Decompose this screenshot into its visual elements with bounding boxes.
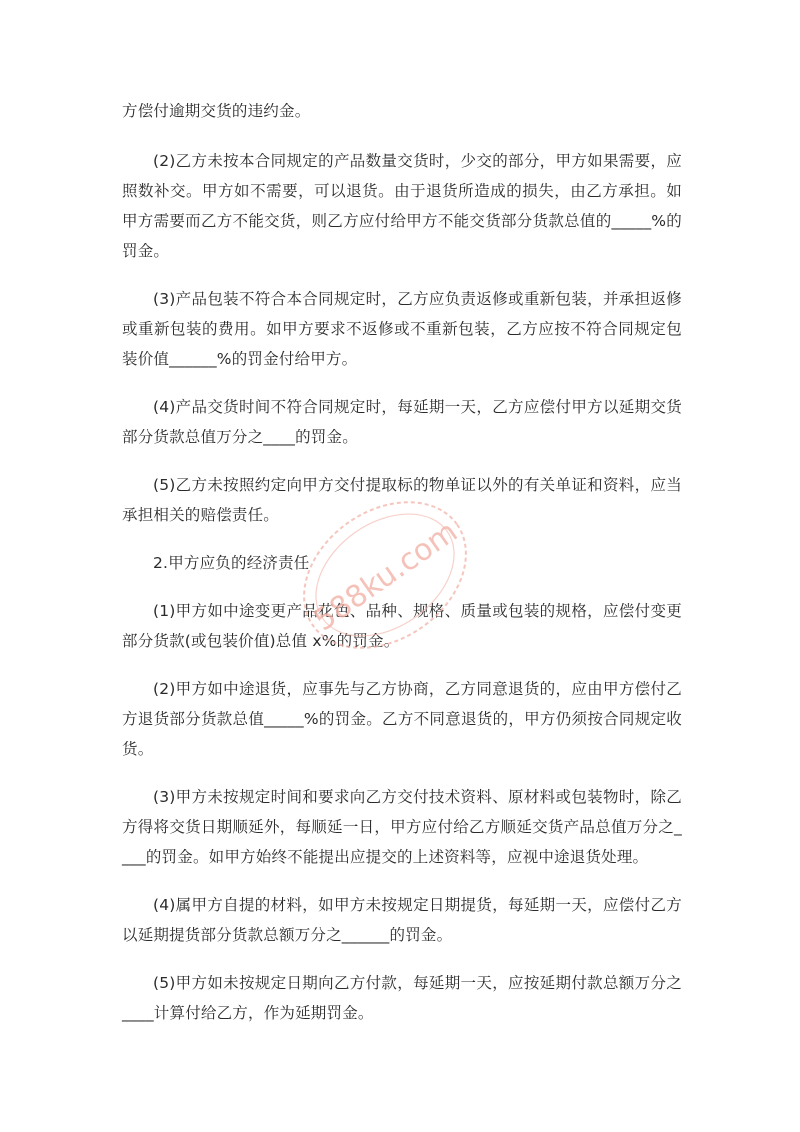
svg-text:588ku.com: 588ku.com xyxy=(307,514,465,639)
paragraph-buyer-pickup: (4)属甲方自提的材料，如甲方未按规定日期提货，每延期一天，应偿付乙方以延期提货部分货款总额万分之______的罚金。 xyxy=(122,896,682,944)
paragraph-continuation: 方偿付逾期交货的违约金。 xyxy=(122,102,311,120)
section-heading-buyer-liability: 2.甲方应负的经济责任 xyxy=(153,554,310,572)
paragraph-seller-delivery-time: (4)产品交货时间不符合同规定时，每延期一天，乙方应偿付甲方以延期交货部分货款总值万分之____的罚金。 xyxy=(122,398,682,446)
paragraph-buyer-payment: (5)甲方如未按规定日期向乙方付款，每延期一天，应按延期付款总额万分之____计算付给乙方，作为延期罚金。 xyxy=(122,974,682,1022)
paragraph-buyer-change: (1)甲方如中途变更产品花色、品种、规格、质量或包装的规格，应偿付变更部分货款(或包装价值)总值 x%的罚金。 xyxy=(122,602,682,650)
paragraph-seller-quantity: (2)乙方未按本合同规定的产品数量交货时，少交的部分，甲方如果需要，应照数补交。甲方如不需要，可以退货。由于退货所造成的损失，由乙方承担。如甲方需要而乙方不能交货，则乙方应付给甲方不能交货部分货款总值的_____%的罚金。 xyxy=(122,152,682,260)
paragraph-buyer-return: (2)甲方如中途退货，应事先与乙方协商，乙方同意退货的，应由甲方偿付乙方退货部分货款总值_____%的罚金。乙方不同意退货的，甲方仍须按合同规定收货。 xyxy=(122,680,682,758)
paragraph-seller-documents: (5)乙方未按照约定向甲方交付提取标的物单证以外的有关单证和资料，应当承担相关的赔偿责任。 xyxy=(122,476,682,524)
paragraph-buyer-materials: (3)甲方未按规定时间和要求向乙方交付技术资料、原材料或包装物时，除乙方得将交货日期顺延外，每顺延一日，甲方应付给乙方顺延交货产品总值万分之____的罚金。如甲方始终不能提出应提交的上述资料等，应视中途退货处理。 xyxy=(122,788,682,866)
paragraph-seller-packaging: (3)产品包装不符合本合同规定时，乙方应负责返修或重新包装，并承担返修或重新包装的费用。如甲方要求不返修或不重新包装，乙方应按不符合同规定包装价值______%的罚金付给甲方。 xyxy=(122,290,682,368)
document-body xyxy=(122,96,682,1046)
